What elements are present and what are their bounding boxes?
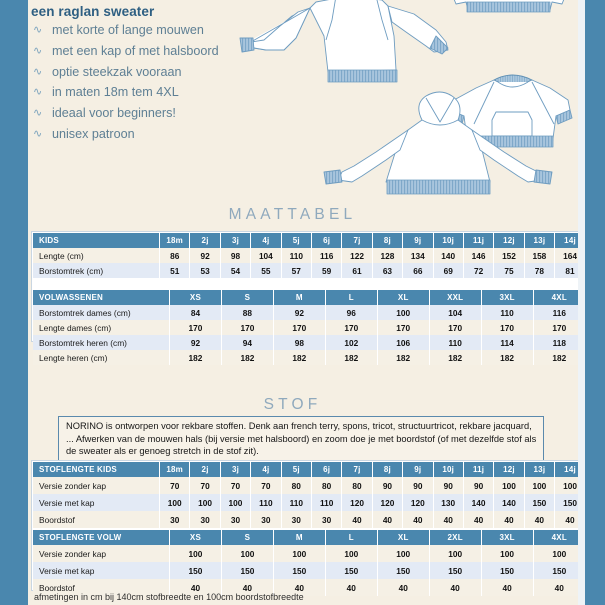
cell: 114 <box>481 335 533 350</box>
col-header: 14j <box>555 462 585 477</box>
col-header: 3XL <box>481 290 533 305</box>
col-header: STOFLENGTE KIDS <box>39 465 117 474</box>
cell: 150 <box>377 562 429 579</box>
cell: 100 <box>220 494 250 511</box>
cell: 100 <box>494 477 524 494</box>
cell: 110 <box>281 494 311 511</box>
cell: 30 <box>251 511 281 528</box>
section-heading-stof: STOF <box>263 396 322 413</box>
cell: 110 <box>251 494 281 511</box>
cell: 69 <box>433 263 463 278</box>
row-label: Lengte (cm) <box>39 250 84 261</box>
cell: 94 <box>221 335 273 350</box>
cell: 152 <box>494 248 524 263</box>
cell: 75 <box>494 263 524 278</box>
table-row <box>33 511 585 528</box>
feature-label: in maten 18m tem 4XL <box>52 85 179 100</box>
cell: 40 <box>377 579 429 596</box>
cell: 182 <box>325 350 377 365</box>
table-kids <box>33 233 585 278</box>
col-header: 3XL <box>481 530 533 545</box>
row-label: Boordstof <box>39 582 75 593</box>
section-heading-maattabel: MAATTABEL <box>228 206 357 223</box>
cell: 140 <box>463 494 493 511</box>
list-item <box>31 21 261 41</box>
cell: 110 <box>311 494 341 511</box>
squiggle-bullet-icon: ∿ <box>33 44 43 57</box>
col-header: 2j <box>190 462 220 477</box>
col-header: 5j <box>281 462 311 477</box>
cell: 130 <box>433 494 463 511</box>
row-label: Lengte dames (cm) <box>39 322 112 333</box>
row-label: Boordstof <box>39 514 75 525</box>
cell: 150 <box>555 494 585 511</box>
cell: 84 <box>170 305 222 320</box>
table-row <box>33 562 585 579</box>
cell: 70 <box>190 477 220 494</box>
cell: 40 <box>555 511 585 528</box>
cell: 92 <box>190 248 220 263</box>
cell: 110 <box>429 335 481 350</box>
table-header-row <box>33 233 585 248</box>
col-header: 10j <box>433 462 463 477</box>
table-row <box>33 545 585 562</box>
footnote-text: afmetingen in cm bij 140cm stofbreedte en 100cm boordstofbreedte <box>34 592 304 602</box>
col-header: 10j <box>433 233 463 248</box>
cell: 182 <box>273 350 325 365</box>
col-header: 11j <box>463 462 493 477</box>
col-header: 3j <box>220 233 250 248</box>
cell: 106 <box>377 335 429 350</box>
header-block <box>31 0 261 146</box>
list-item <box>31 63 261 83</box>
cell: 100 <box>190 494 220 511</box>
cell: 90 <box>403 477 433 494</box>
cell: 98 <box>220 248 250 263</box>
col-header: L <box>325 530 377 545</box>
list-item <box>31 125 261 145</box>
col-header: 12j <box>494 233 524 248</box>
cell: 30 <box>160 511 190 528</box>
col-header: 8j <box>372 233 402 248</box>
cell: 40 <box>533 579 585 596</box>
row-label: Versie met kap <box>39 565 95 576</box>
cell: 86 <box>160 248 190 263</box>
cell: 140 <box>494 494 524 511</box>
col-header: 12j <box>494 462 524 477</box>
cell: 78 <box>524 263 554 278</box>
cell: 100 <box>429 545 481 562</box>
table-row <box>33 263 585 278</box>
cell: 40 <box>433 511 463 528</box>
cell: 120 <box>342 494 372 511</box>
cell: 120 <box>372 494 402 511</box>
col-header: 9j <box>403 462 433 477</box>
col-header: 6j <box>311 462 341 477</box>
col-header: 9j <box>403 233 433 248</box>
cell: 40 <box>273 579 325 596</box>
col-header: M <box>273 290 325 305</box>
cell: 90 <box>433 477 463 494</box>
cell: 30 <box>220 511 250 528</box>
cell: 164 <box>555 248 585 263</box>
cell: 150 <box>524 494 554 511</box>
cell: 100 <box>170 545 222 562</box>
cell: 104 <box>429 305 481 320</box>
table-header-row <box>33 530 585 545</box>
cell: 100 <box>533 545 585 562</box>
cell: 40 <box>342 511 372 528</box>
feature-label: unisex patroon <box>52 126 135 141</box>
cell: 100 <box>160 494 190 511</box>
cell: 150 <box>325 562 377 579</box>
col-header: 11j <box>463 233 493 248</box>
col-header: 8j <box>372 462 402 477</box>
col-header: XL <box>377 290 429 305</box>
cell: 54 <box>220 263 250 278</box>
cell: 30 <box>281 511 311 528</box>
col-header: STOFLENGTE VOLW <box>39 533 122 542</box>
col-header: XL <box>377 530 429 545</box>
col-header: KIDS <box>39 236 59 245</box>
col-header: S <box>221 290 273 305</box>
cell: 116 <box>311 248 341 263</box>
row-label: Lengte heren (cm) <box>39 352 108 363</box>
table-stoflengte-volw <box>33 530 585 596</box>
cell: 70 <box>251 477 281 494</box>
cell: 51 <box>160 263 190 278</box>
cell: 40 <box>325 579 377 596</box>
table-stoflengte-kids <box>33 462 585 528</box>
col-header: 18m <box>160 462 190 477</box>
col-header: 4XL <box>533 530 585 545</box>
cell: 98 <box>273 335 325 350</box>
cell: 90 <box>372 477 402 494</box>
squiggle-bullet-icon: ∿ <box>33 24 43 36</box>
cell: 100 <box>377 545 429 562</box>
cell: 80 <box>311 477 341 494</box>
table-row <box>33 320 585 335</box>
cell: 40 <box>170 579 222 596</box>
cell: 30 <box>311 511 341 528</box>
cell: 88 <box>221 305 273 320</box>
cell: 146 <box>463 248 493 263</box>
cell: 150 <box>221 562 273 579</box>
cell: 102 <box>325 335 377 350</box>
row-label: Versie zonder kap <box>39 480 107 491</box>
cell: 182 <box>377 350 429 365</box>
cell: 170 <box>273 320 325 335</box>
cell: 140 <box>433 248 463 263</box>
col-header: VOLWASSENEN <box>39 293 103 302</box>
squiggle-bullet-icon: ∿ <box>33 127 43 140</box>
col-header: 6j <box>311 233 341 248</box>
cell: 92 <box>273 305 325 320</box>
left-accent-bar <box>0 0 28 605</box>
cell: 134 <box>403 248 433 263</box>
cell: 55 <box>251 263 281 278</box>
table-row <box>33 494 585 511</box>
sweater-illustration <box>236 0 584 200</box>
col-header: 7j <box>342 462 372 477</box>
col-header: 2XL <box>429 530 481 545</box>
cell: 170 <box>429 320 481 335</box>
table-header-row <box>33 290 585 305</box>
cell: 40 <box>524 511 554 528</box>
col-header: XXL <box>429 290 481 305</box>
cell: 100 <box>377 305 429 320</box>
cell: 40 <box>481 579 533 596</box>
cell: 182 <box>429 350 481 365</box>
feature-list <box>31 21 261 145</box>
cell: 63 <box>372 263 402 278</box>
cell: 81 <box>555 263 585 278</box>
squiggle-bullet-icon: ∿ <box>33 65 43 78</box>
cell: 170 <box>481 320 533 335</box>
cell: 100 <box>325 545 377 562</box>
cell: 57 <box>281 263 311 278</box>
cell: 100 <box>555 477 585 494</box>
cell: 150 <box>481 562 533 579</box>
cell: 110 <box>281 248 311 263</box>
cell: 170 <box>377 320 429 335</box>
row-label: Versie met kap <box>39 497 95 508</box>
cell: 170 <box>325 320 377 335</box>
col-header: 18m <box>160 233 190 248</box>
right-accent-bar <box>585 0 605 605</box>
cell: 100 <box>273 545 325 562</box>
col-header: XS <box>170 290 222 305</box>
cell: 150 <box>429 562 481 579</box>
cell: 40 <box>372 511 402 528</box>
cell: 104 <box>251 248 281 263</box>
cell: 40 <box>429 579 481 596</box>
col-header: M <box>273 530 325 545</box>
row-label: Versie zonder kap <box>39 548 107 559</box>
cell: 182 <box>533 350 585 365</box>
row-label: Borstomtrek (cm) <box>39 265 104 276</box>
col-header: S <box>221 530 273 545</box>
cell: 128 <box>372 248 402 263</box>
cell: 70 <box>160 477 190 494</box>
cell: 66 <box>403 263 433 278</box>
table-row <box>33 305 585 320</box>
table-row <box>33 350 585 365</box>
cell: 40 <box>403 511 433 528</box>
cell: 100 <box>524 477 554 494</box>
table-volwassenen <box>33 290 585 365</box>
cell: 170 <box>221 320 273 335</box>
cell: 72 <box>463 263 493 278</box>
squiggle-bullet-icon: ∿ <box>33 107 43 120</box>
cell: 96 <box>325 305 377 320</box>
col-header: 3j <box>220 462 250 477</box>
cell: 116 <box>533 305 585 320</box>
squiggle-bullet-icon: ∿ <box>33 86 43 99</box>
cell: 40 <box>463 511 493 528</box>
col-header: 4j <box>251 462 281 477</box>
col-header: 4XL <box>533 290 585 305</box>
list-item <box>31 104 261 124</box>
row-label: Borstomtrek heren (cm) <box>39 337 127 348</box>
cell: 59 <box>311 263 341 278</box>
table-row <box>33 248 585 263</box>
cell: 182 <box>170 350 222 365</box>
cell: 150 <box>533 562 585 579</box>
col-header: XS <box>170 530 222 545</box>
col-header: 5j <box>281 233 311 248</box>
col-header: 4j <box>251 233 281 248</box>
cell: 158 <box>524 248 554 263</box>
list-item <box>31 83 261 103</box>
cell: 170 <box>533 320 585 335</box>
table-row <box>33 477 585 494</box>
stof-description-box: NORINO is ontworpen voor rekbare stoffen. Denk aan french terry, spons, tricot, structuurtricot, rekbare jacquard, ... Afwerken van de mouwen hals (bij versie met halsboord) en zoom doe je met boordstof (of met dezelfde stof als de sweater als er genoeg stretch in de stof zit). <box>58 416 544 463</box>
col-header: 14j <box>555 233 585 248</box>
feature-label: optie steekzak vooraan <box>52 64 182 79</box>
col-header: 13j <box>524 462 554 477</box>
cell: 118 <box>533 335 585 350</box>
cell: 80 <box>281 477 311 494</box>
cell: 30 <box>190 511 220 528</box>
table-row <box>33 335 585 350</box>
cell: 170 <box>170 320 222 335</box>
col-header: 13j <box>524 233 554 248</box>
row-label: Borstomtrek dames (cm) <box>39 307 131 318</box>
right-bar-gap <box>578 0 585 605</box>
col-header: 7j <box>342 233 372 248</box>
feature-label: ideaal voor beginners! <box>52 106 176 121</box>
feature-label: met korte of lange mouwen <box>52 23 204 37</box>
cell: 53 <box>190 263 220 278</box>
cell: 182 <box>221 350 273 365</box>
cell: 61 <box>342 263 372 278</box>
cell: 40 <box>494 511 524 528</box>
feature-label: met een kap of met halsboord <box>52 43 219 58</box>
cell: 40 <box>221 579 273 596</box>
cell: 80 <box>342 477 372 494</box>
cell: 110 <box>481 305 533 320</box>
cell: 150 <box>273 562 325 579</box>
col-header: L <box>325 290 377 305</box>
cell: 92 <box>170 335 222 350</box>
cell: 70 <box>220 477 250 494</box>
col-header: 2j <box>190 233 220 248</box>
cell: 100 <box>481 545 533 562</box>
cell: 182 <box>481 350 533 365</box>
cell: 150 <box>170 562 222 579</box>
cell: 100 <box>221 545 273 562</box>
list-item <box>31 42 261 62</box>
cell: 90 <box>463 477 493 494</box>
cell: 120 <box>403 494 433 511</box>
page-title: een raglan sweater <box>31 4 155 19</box>
table-header-row <box>33 462 585 477</box>
cell: 122 <box>342 248 372 263</box>
